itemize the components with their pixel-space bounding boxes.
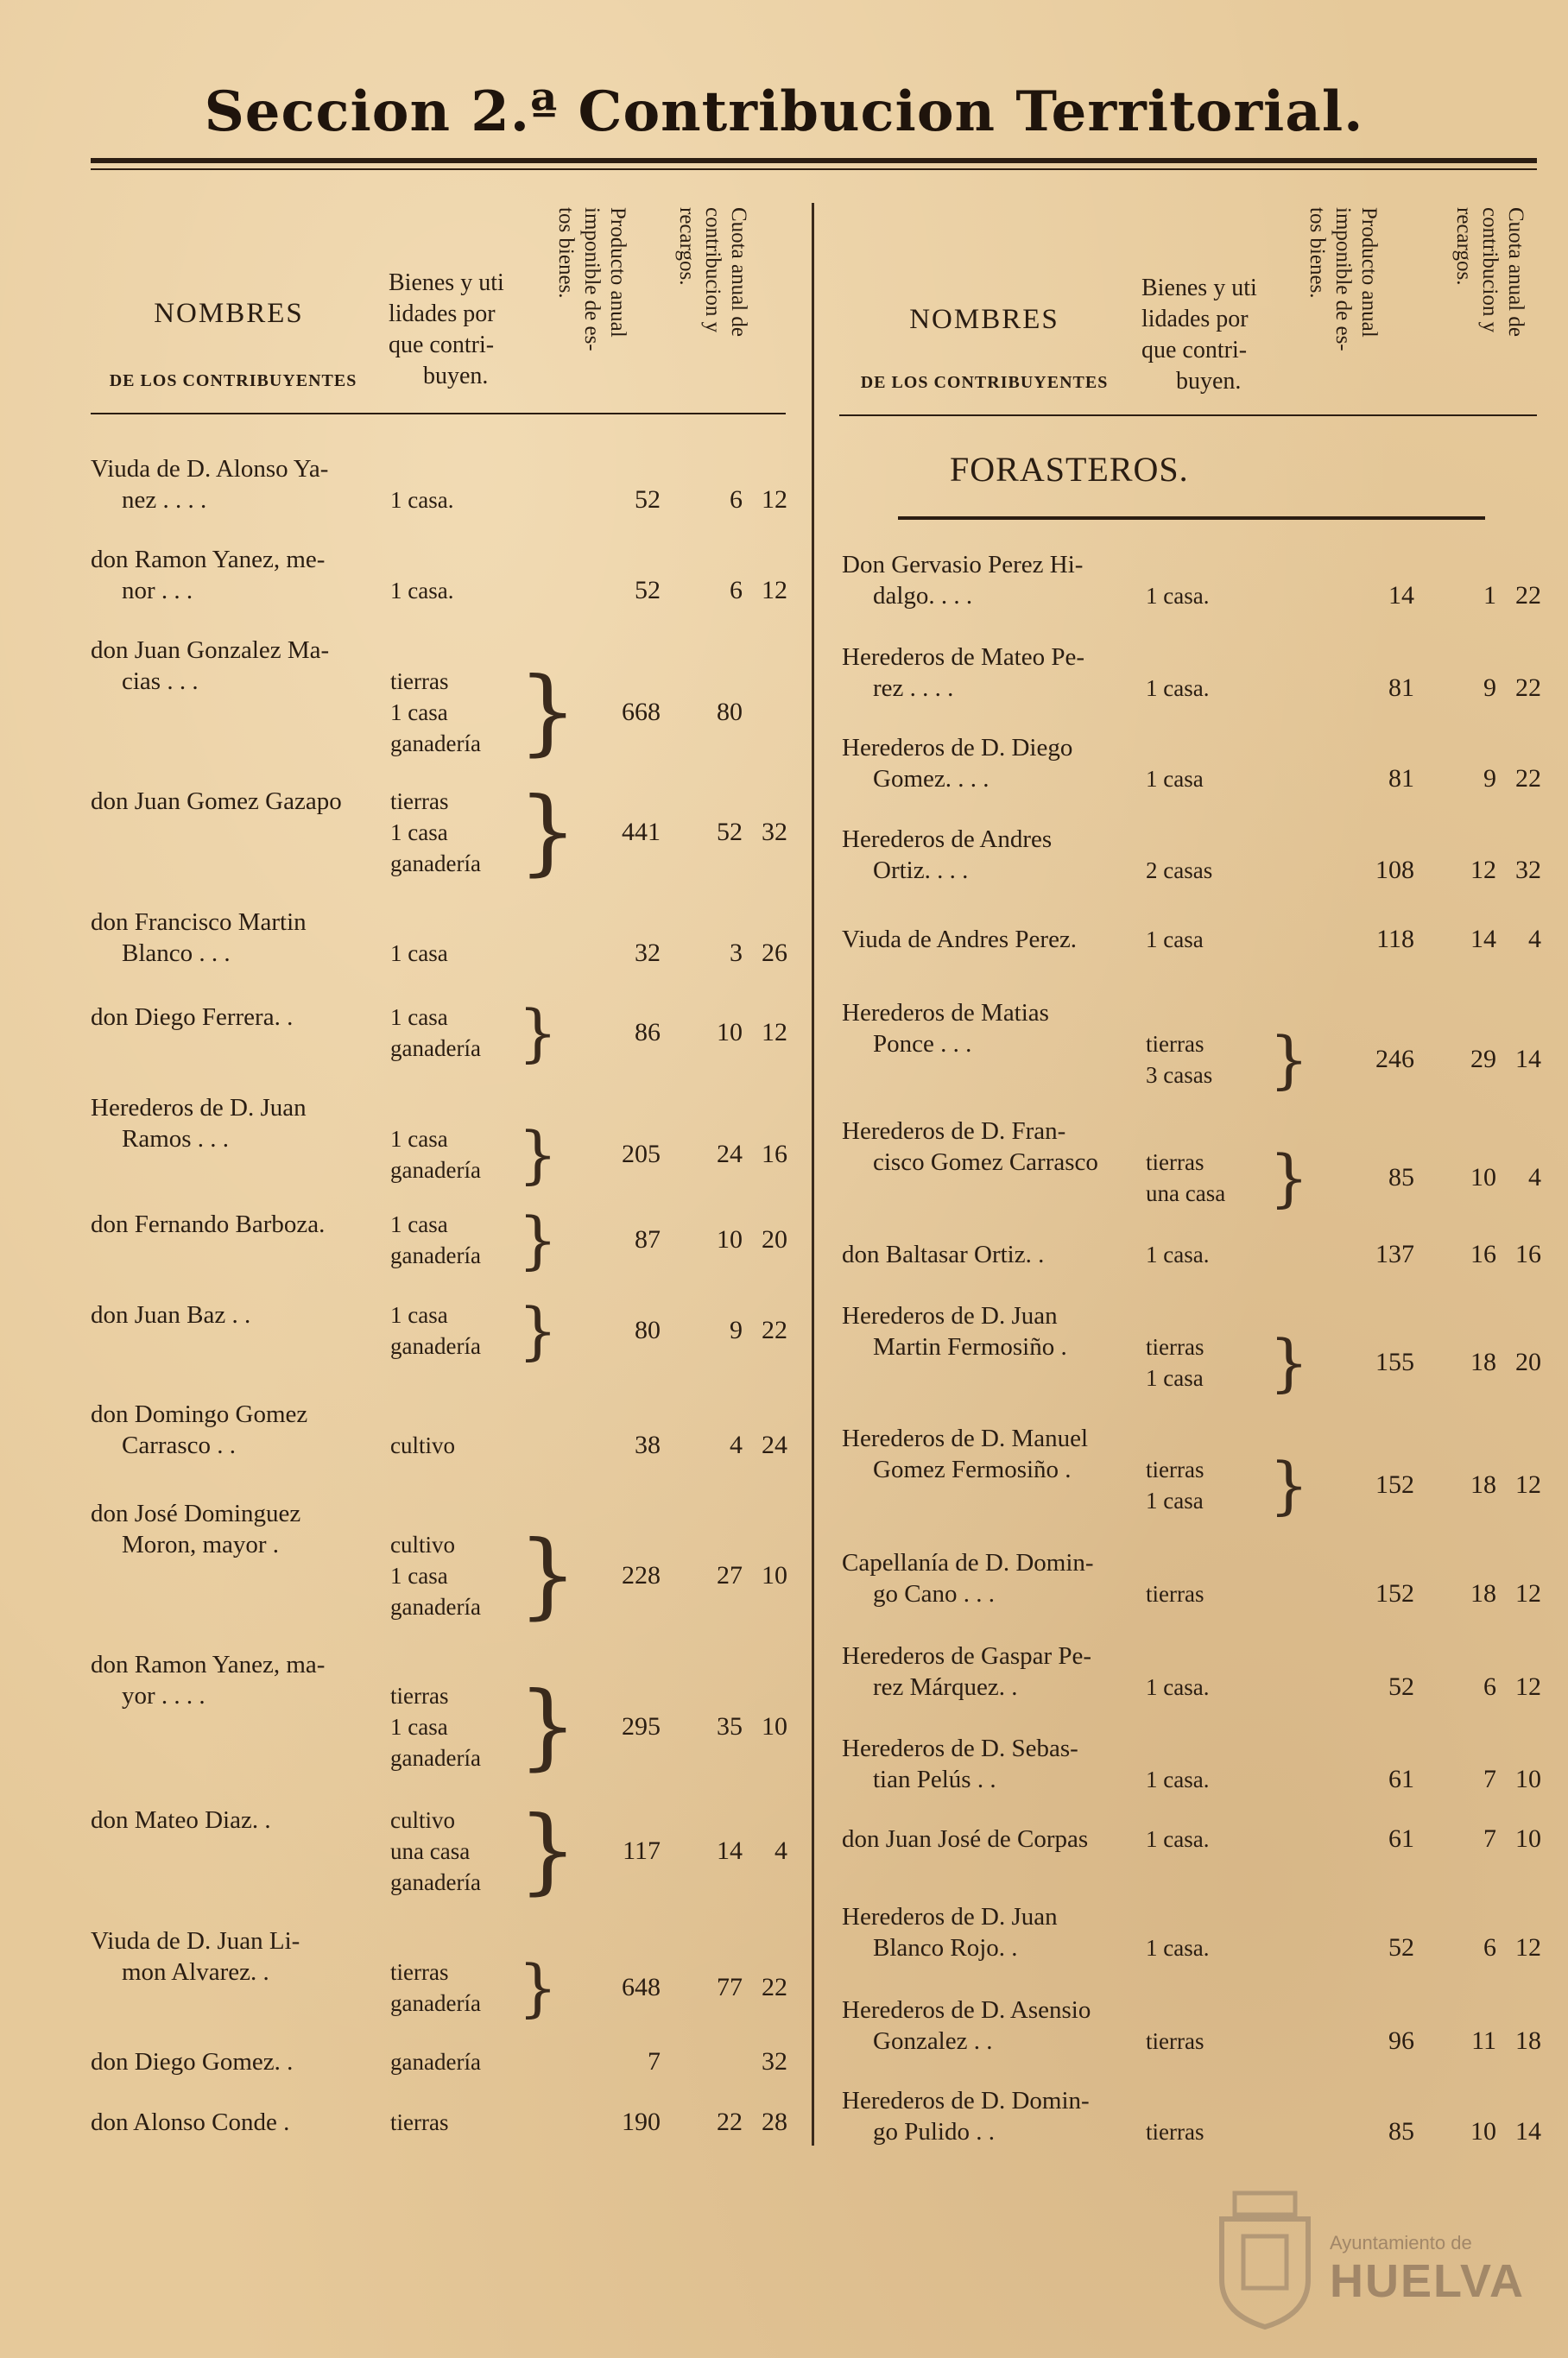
contributor-name: Herederos de Andres Ortiz. . . .	[842, 825, 1053, 884]
producto-value: 85	[1388, 2117, 1414, 2146]
contributor-name: don Mateo Diaz. .	[91, 1806, 271, 1834]
cuota-value: 35	[717, 1712, 743, 1741]
bienes-cell: 1 casa	[1146, 926, 1204, 952]
cuota-fraction-value: 22	[1515, 581, 1541, 610]
brace-icon: }	[1269, 1141, 1309, 1214]
cuota-value: 10	[1470, 1163, 1496, 1192]
producto-value: 96	[1388, 2026, 1414, 2055]
cuota-value: 12	[1470, 856, 1496, 884]
producto-value: 190	[622, 2108, 661, 2136]
cuota-value: 10	[717, 1018, 743, 1046]
contributor-name: Herederos de D. Sebas- tian Pelús . .	[842, 1735, 1078, 1793]
producto-value: 52	[1388, 1672, 1414, 1701]
cuota-value: 24	[717, 1140, 743, 1168]
bienes-cell: cultivo una casa ganadería	[390, 1807, 481, 1895]
bienes-cell: cultivo	[390, 1432, 455, 1458]
brace-icon: }	[1269, 1449, 1309, 1521]
cuota-fraction-value: 12	[1515, 1579, 1541, 1608]
contributor-name: don Ramon Yanez, me- nor . . .	[91, 546, 326, 604]
cuota-value: 6	[1483, 1672, 1496, 1701]
brace-icon: }	[518, 778, 578, 886]
cuota-value: 1	[1483, 581, 1496, 610]
producto-value: 648	[622, 1973, 661, 2001]
cuota-value: 18	[1470, 1579, 1496, 1608]
cuota-fraction-value: 26	[762, 939, 787, 967]
cuota-value: 29	[1470, 1045, 1496, 1073]
bienes-cell: 1 casa	[390, 940, 448, 966]
bienes-cell: 1 casa ganadería	[390, 1004, 481, 1061]
cuota-value: 7	[1483, 1765, 1496, 1793]
cuota-fraction-value: 28	[762, 2108, 787, 2136]
producto-value: 52	[1388, 1933, 1414, 1962]
producto-value: 86	[635, 1018, 661, 1046]
contributor-name: Herederos de Gaspar Pe- rez Márquez. .	[842, 1642, 1092, 1701]
bienes-cell: tierras	[1146, 1581, 1204, 1607]
bienes-cell: tierras una casa	[1146, 1149, 1226, 1206]
contributor-name: don Diego Gomez. .	[91, 2048, 294, 2076]
producto-value: 441	[622, 818, 661, 846]
producto-value: 155	[1375, 1348, 1414, 1376]
brace-icon: }	[518, 1521, 578, 1629]
bienes-cell: tierras	[1146, 2028, 1204, 2054]
contributor-name: don Alonso Conde .	[91, 2108, 290, 2136]
cuota-value: 6	[1483, 1933, 1496, 1962]
contributor-name: Viuda de Andres Perez.	[842, 926, 1078, 953]
bienes-cell: 1 casa.	[1146, 583, 1210, 609]
producto-value: 52	[635, 485, 661, 514]
bienes-cell: 1 casa.	[390, 487, 454, 513]
cuota-value: 80	[717, 698, 743, 726]
bienes-cell: tierras 1 casa	[1146, 1334, 1204, 1391]
cuota-value: 9	[730, 1316, 743, 1344]
cuota-fraction-value: 20	[1515, 1348, 1541, 1376]
producto-value: 7	[648, 2047, 661, 2076]
bienes-cell: cultivo 1 casa ganadería	[390, 1532, 481, 1620]
cuota-value: 77	[717, 1973, 743, 2001]
brace-icon: }	[518, 996, 558, 1069]
cuota-value: 52	[717, 818, 743, 846]
cuota-fraction-value: 10	[1515, 1765, 1541, 1793]
cuota-fraction-value: 12	[1515, 1672, 1541, 1701]
cuota-fraction-value: 22	[762, 1973, 787, 2001]
producto-value: 668	[622, 698, 661, 726]
cuota-fraction-value: 10	[762, 1561, 787, 1590]
producto-value: 137	[1375, 1240, 1414, 1268]
cuota-value: 9	[1483, 673, 1496, 702]
contributor-name: Herederos de Mateo Pe- rez . . . .	[842, 643, 1085, 702]
producto-value: 32	[635, 939, 661, 967]
header-de-los-left: DE LOS CONTRIBUYENTES	[109, 371, 357, 390]
cuota-value: 18	[1470, 1348, 1496, 1376]
bienes-cell: 1 casa	[1146, 766, 1204, 792]
bienes-cell: 1 casa.	[1146, 1674, 1210, 1700]
producto-value: 117	[623, 1836, 661, 1865]
contributor-name: Herederos de D. Domin- go Pulido . .	[842, 2087, 1090, 2146]
cuota-fraction-value: 12	[762, 1018, 787, 1046]
cuota-value: 27	[717, 1561, 743, 1590]
contributor-name: don Fernando Barboza.	[91, 1211, 326, 1238]
header-rule-right	[839, 414, 1537, 416]
producto-value: 152	[1375, 1579, 1414, 1608]
contributor-name: Herederos de D. Manuel Gomez Fermosiño .	[842, 1425, 1089, 1483]
cuota-fraction-value: 22	[762, 1316, 787, 1344]
bienes-cell: 1 casa.	[1146, 1826, 1210, 1852]
brace-icon: }	[518, 1672, 578, 1780]
contributor-name: Viuda de D. Juan Li- mon Alvarez. .	[91, 1927, 300, 1986]
cuota-value: 4	[730, 1431, 743, 1459]
brace-icon: }	[518, 658, 578, 766]
cuota-fraction-value: 4	[1528, 925, 1541, 953]
cuota-fraction-value: 22	[1515, 673, 1541, 702]
producto-value: 14	[1388, 581, 1414, 610]
cuota-fraction-value: 10	[762, 1712, 787, 1741]
bienes-cell: tierras 1 casa ganadería	[390, 668, 481, 756]
contributor-name: don Juan Baz . .	[91, 1301, 251, 1329]
brace-icon: }	[518, 1118, 558, 1191]
header-de-los-right: DE LOS CONTRIBUYENTES	[860, 373, 1109, 392]
cuota-fraction-value: 32	[1515, 856, 1541, 884]
cuota-value: 6	[730, 485, 743, 514]
page-title: Seccion 2.ª Contribucion Territorial.	[204, 79, 1364, 144]
cuota-value: 10	[1470, 2117, 1496, 2146]
cuota-fraction-value: 12	[762, 576, 787, 604]
cuota-fraction-value: 16	[1515, 1240, 1541, 1268]
cuota-fraction-value: 4	[775, 1836, 787, 1865]
huelva-seal-icon	[1209, 2184, 1321, 2331]
producto-value: 205	[622, 1140, 661, 1168]
contributor-name: don Domingo Gomez Carrasco . .	[91, 1400, 308, 1459]
producto-value: 52	[635, 576, 661, 604]
producto-value: 80	[635, 1316, 661, 1344]
header-rule-left	[91, 413, 786, 414]
contributor-name: don José Dominguez Moron, mayor .	[91, 1500, 301, 1558]
bienes-cell: 1 casa ganadería	[390, 1126, 481, 1183]
bienes-cell: 2 casas	[1146, 857, 1213, 883]
bienes-cell: tierras	[390, 2109, 449, 2135]
cuota-fraction-value: 32	[762, 818, 787, 846]
contributor-name: don Ramon Yanez, ma- yor . . . .	[91, 1651, 326, 1710]
producto-value: 61	[1388, 1765, 1414, 1793]
cuota-fraction-value: 12	[1515, 1470, 1541, 1499]
producto-value: 118	[1376, 925, 1414, 953]
producto-value: 246	[1375, 1045, 1414, 1073]
bienes-cell: 1 casa ganadería	[390, 1302, 481, 1359]
contributor-name: Herederos de D. Asensio Gonzalez . .	[842, 1996, 1091, 2055]
cuota-value: 3	[730, 939, 743, 967]
cuota-fraction-value: 12	[762, 485, 787, 514]
brace-icon: }	[518, 1294, 558, 1367]
cuota-fraction-value: 14	[1515, 1045, 1541, 1073]
cuota-fraction-value: 18	[1515, 2026, 1541, 2055]
producto-value: 38	[635, 1431, 661, 1459]
contributor-name: Capellanía de D. Domin- go Cano . . .	[842, 1549, 1094, 1608]
header-nombres-left: NOMBRES	[154, 298, 304, 329]
brace-icon: }	[1269, 1023, 1309, 1096]
header-producto-left: Producto anual imponible de es- tos bienes.	[554, 207, 629, 351]
cuota-value: 14	[1470, 925, 1496, 953]
title-rule	[91, 158, 1537, 163]
watermark: Ayuntamiento de HUELVA	[1330, 2232, 1525, 2307]
contributor-name: don Diego Ferrera. .	[91, 1003, 294, 1031]
bienes-cell: 1 casa.	[1146, 675, 1210, 701]
cuota-value: 11	[1471, 2026, 1496, 2055]
bienes-cell: tierras 1 casa ganadería	[390, 788, 481, 876]
contributor-name: Herederos de Matias Ponce . . .	[842, 999, 1049, 1058]
cuota-fraction-value: 32	[762, 2047, 787, 2076]
column-separator	[812, 203, 814, 2146]
brace-icon: }	[518, 1797, 578, 1905]
header-cuota-left: Cuota anual de contribucion y recargos.	[675, 207, 750, 337]
bienes-cell: tierras 1 casa ganadería	[390, 1683, 481, 1771]
cuota-fraction-value: 4	[1528, 1163, 1541, 1192]
bienes-cell: 1 casa ganadería	[390, 1211, 481, 1268]
cuota-fraction-value: 16	[762, 1140, 787, 1168]
cuota-fraction-value: 24	[762, 1431, 787, 1459]
bienes-cell: tierras ganadería	[390, 1959, 481, 2016]
producto-value: 81	[1388, 673, 1414, 702]
bienes-cell: tierras 1 casa	[1146, 1457, 1204, 1514]
bienes-cell: tierras 3 casas	[1146, 1031, 1213, 1088]
producto-value: 228	[622, 1561, 661, 1590]
cuota-value: 9	[1483, 764, 1496, 793]
contributor-name: don Juan José de Corpas	[842, 1825, 1089, 1853]
contributor-name: Don Gervasio Perez Hi- dalgo. . . .	[842, 551, 1084, 610]
bienes-cell: 1 casa.	[1146, 1242, 1210, 1268]
contributor-name: Herederos de D. Juan Martin Fermosiño .	[842, 1302, 1067, 1361]
contributor-name: don Baltasar Ortiz. .	[842, 1241, 1045, 1268]
forasteros-rule	[898, 516, 1485, 520]
bienes-cell: 1 casa.	[1146, 1767, 1210, 1792]
contributor-name: don Juan Gonzalez Ma- cias . . .	[91, 636, 330, 695]
producto-value: 61	[1388, 1824, 1414, 1853]
header-bienes-right: Bienes y uti lidades por que contri- buyen.	[1141, 275, 1257, 395]
contributor-name: Herederos de D. Juan Ramos . . .	[91, 1094, 307, 1153]
contributor-name: Herederos de D. Diego Gomez. . . .	[842, 734, 1073, 793]
header-nombres-right: NOMBRES	[909, 304, 1059, 335]
cuota-value: 14	[717, 1836, 743, 1865]
cuota-fraction-value: 10	[1515, 1824, 1541, 1853]
cuota-fraction-value: 20	[762, 1225, 787, 1254]
contributor-name: Herederos de D. Fran- cisco Gomez Carrasco	[842, 1117, 1098, 1176]
cuota-value: 7	[1483, 1824, 1496, 1853]
cuota-value: 10	[717, 1225, 743, 1254]
header-bienes-left: Bienes y uti lidades por que contri- buyen.	[389, 269, 504, 389]
cuota-value: 6	[730, 576, 743, 604]
cuota-value: 22	[717, 2108, 743, 2136]
contributor-name: don Juan Gomez Gazapo	[91, 787, 342, 815]
producto-value: 85	[1388, 1163, 1414, 1192]
contributor-name: Herederos de D. Juan Blanco Rojo. .	[842, 1903, 1058, 1962]
contributor-name: Viuda de D. Alonso Ya- nez . . . .	[91, 455, 329, 514]
header-cuota-right: Cuota anual de contribucion y recargos.	[1452, 207, 1527, 337]
producto-value: 108	[1375, 856, 1414, 884]
producto-value: 87	[635, 1225, 661, 1254]
producto-value: 152	[1375, 1470, 1414, 1499]
cuota-value: 18	[1470, 1470, 1496, 1499]
header-producto-right: Producto anual imponible de es- tos bienes.	[1306, 207, 1381, 351]
cuota-fraction-value: 12	[1515, 1933, 1541, 1962]
producto-value: 81	[1388, 764, 1414, 793]
cuota-fraction-value: 14	[1515, 2117, 1541, 2146]
title-rule-thin	[91, 168, 1537, 170]
bienes-cell: 1 casa.	[390, 578, 454, 604]
cuota-value: 16	[1470, 1240, 1496, 1268]
brace-icon: }	[1269, 1326, 1309, 1399]
producto-value: 295	[622, 1712, 661, 1741]
brace-icon: }	[518, 1204, 558, 1276]
cuota-fraction-value: 22	[1515, 764, 1541, 793]
bienes-cell: ganadería	[390, 2049, 481, 2075]
bienes-cell: tierras	[1146, 2119, 1204, 2145]
bienes-cell: 1 casa.	[1146, 1935, 1210, 1961]
forasteros-heading: FORASTEROS.	[950, 450, 1189, 489]
contributor-name: don Francisco Martin Blanco . . .	[91, 908, 307, 967]
brace-icon: }	[518, 1951, 558, 2024]
